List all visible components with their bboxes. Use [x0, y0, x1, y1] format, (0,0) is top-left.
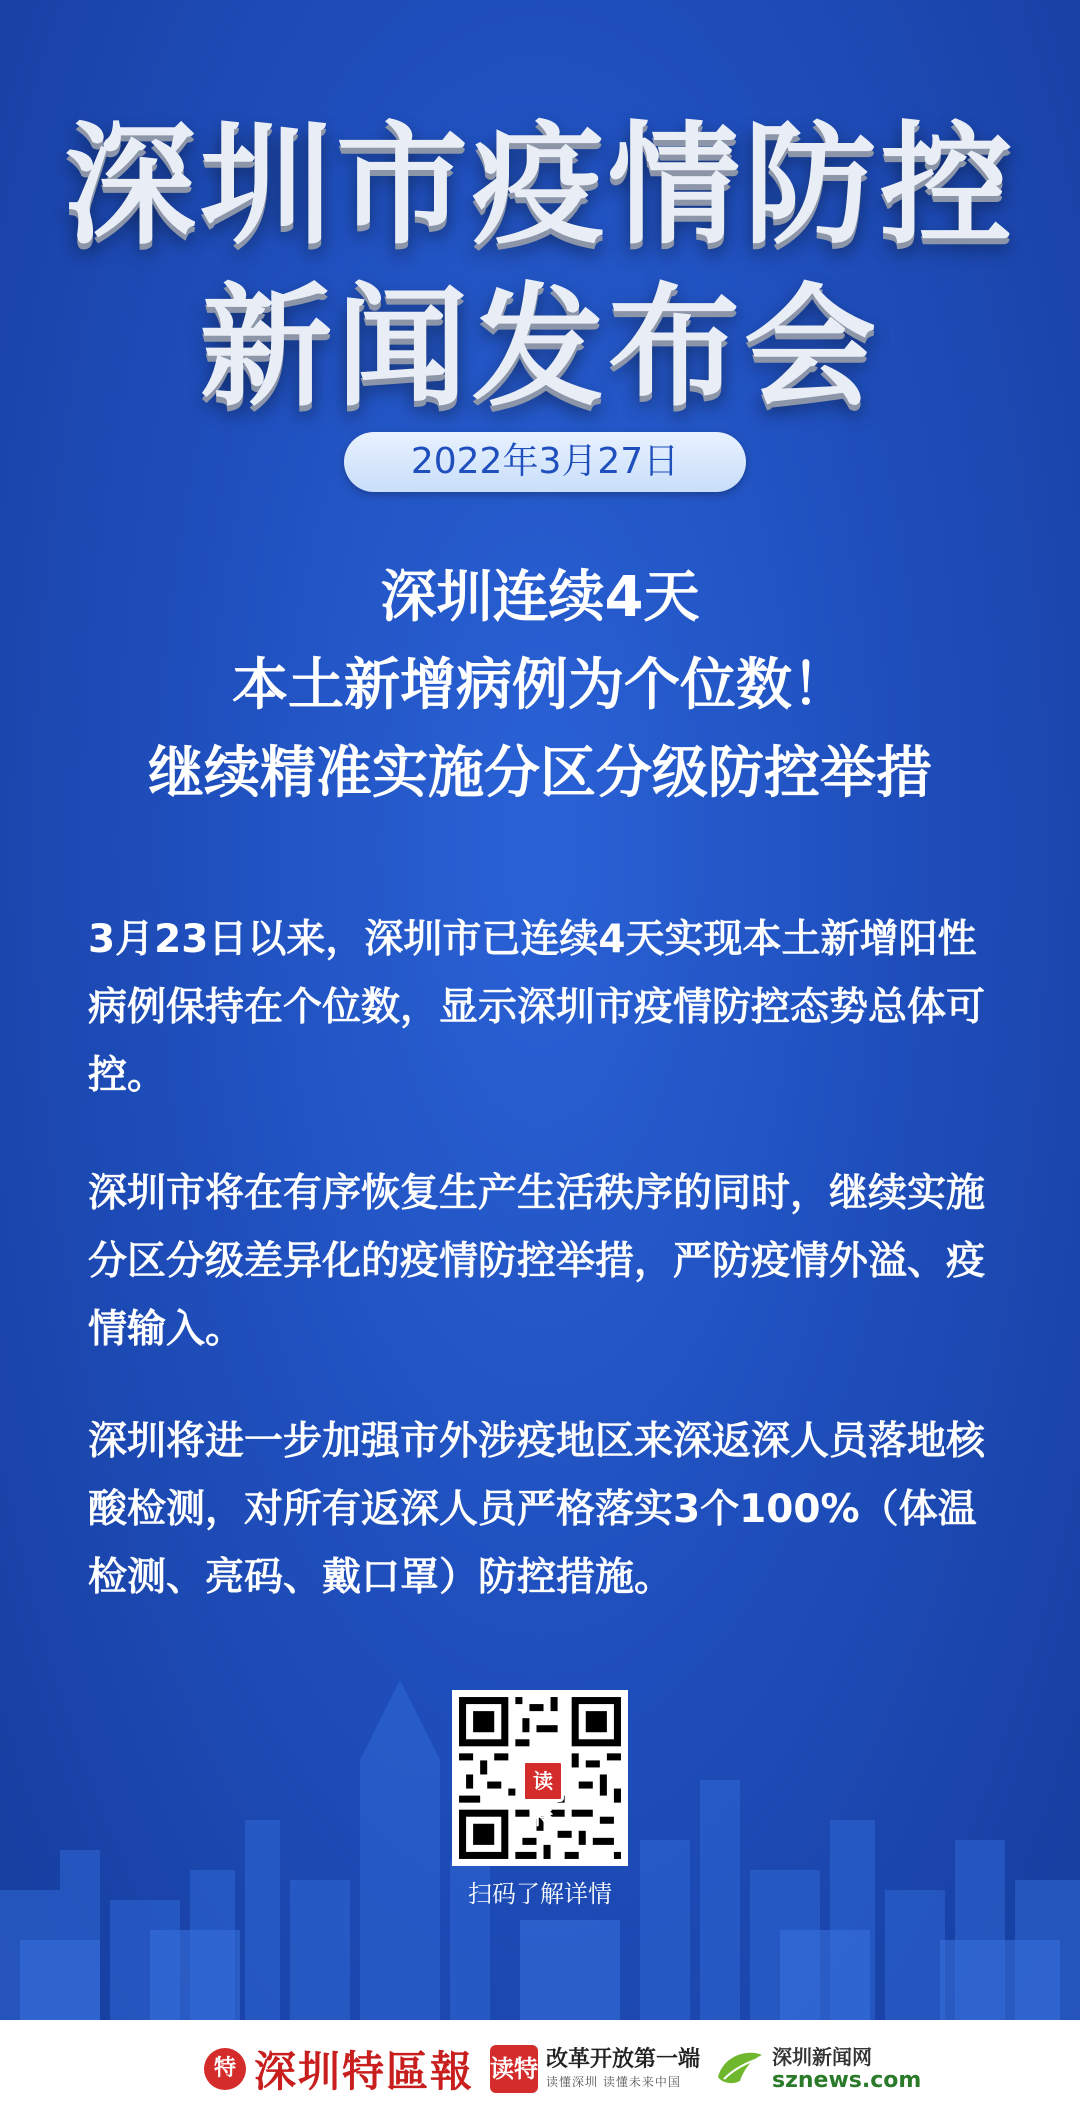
dute-logo: [490, 2042, 700, 2096]
sznews-domain: sznews.com: [772, 2068, 922, 2093]
dute-slogan: 改革开放第一端: [546, 2047, 701, 2072]
paragraph-3: 深圳将进一步加强市外涉疫地区来深返深人员落地核酸检测，对所有返深人员严格落实3个100%（体温检测、亮码、戴口罩）防控措施。: [88, 1419, 986, 1600]
qr-center-logo: 读特: [522, 1760, 564, 1802]
sztqb-logo: [204, 2044, 474, 2094]
qr-code[interactable]: [452, 1690, 628, 1866]
sznews-leaf-icon: [714, 2047, 766, 2091]
sztqb-logo-mark: 特: [204, 2048, 246, 2090]
dute-subslogan: 读懂深圳 读懂未来中国: [546, 2075, 681, 2089]
headline-line3: 继续精准实施分区分级防控举措: [148, 741, 932, 806]
footer-logo-bar: [0, 2020, 1080, 2117]
headline-line2: 本土新增病例为个位数！: [232, 653, 848, 718]
main-title-line1: 深圳市疫情防控: [64, 109, 1016, 263]
date-badge: 2022年3月27日: [344, 432, 746, 492]
sznews-logo: [714, 2042, 921, 2096]
main-title-line2: 新闻发布会: [200, 271, 880, 425]
dute-logo-mark: 读特: [490, 2045, 538, 2093]
paragraph-2: 深圳市将在有序恢复生产生活秩序的同时，继续实施分区分级差异化的疫情防控举措，严防疫情外溢、疫情输入。: [88, 1171, 986, 1352]
sznews-name: 深圳新闻网: [772, 2045, 872, 2069]
qr-caption: 扫码了解详情: [468, 1880, 612, 1908]
paragraph-1: 3月23日以来，深圳市已连续4天实现本土新增阳性病例保持在个位数，显示深圳市疫情防控态势总体可控。: [88, 917, 986, 1098]
headline-line1: 深圳连续4天: [380, 565, 700, 630]
sztqb-logo-text: 深圳特區報: [254, 2047, 475, 2096]
